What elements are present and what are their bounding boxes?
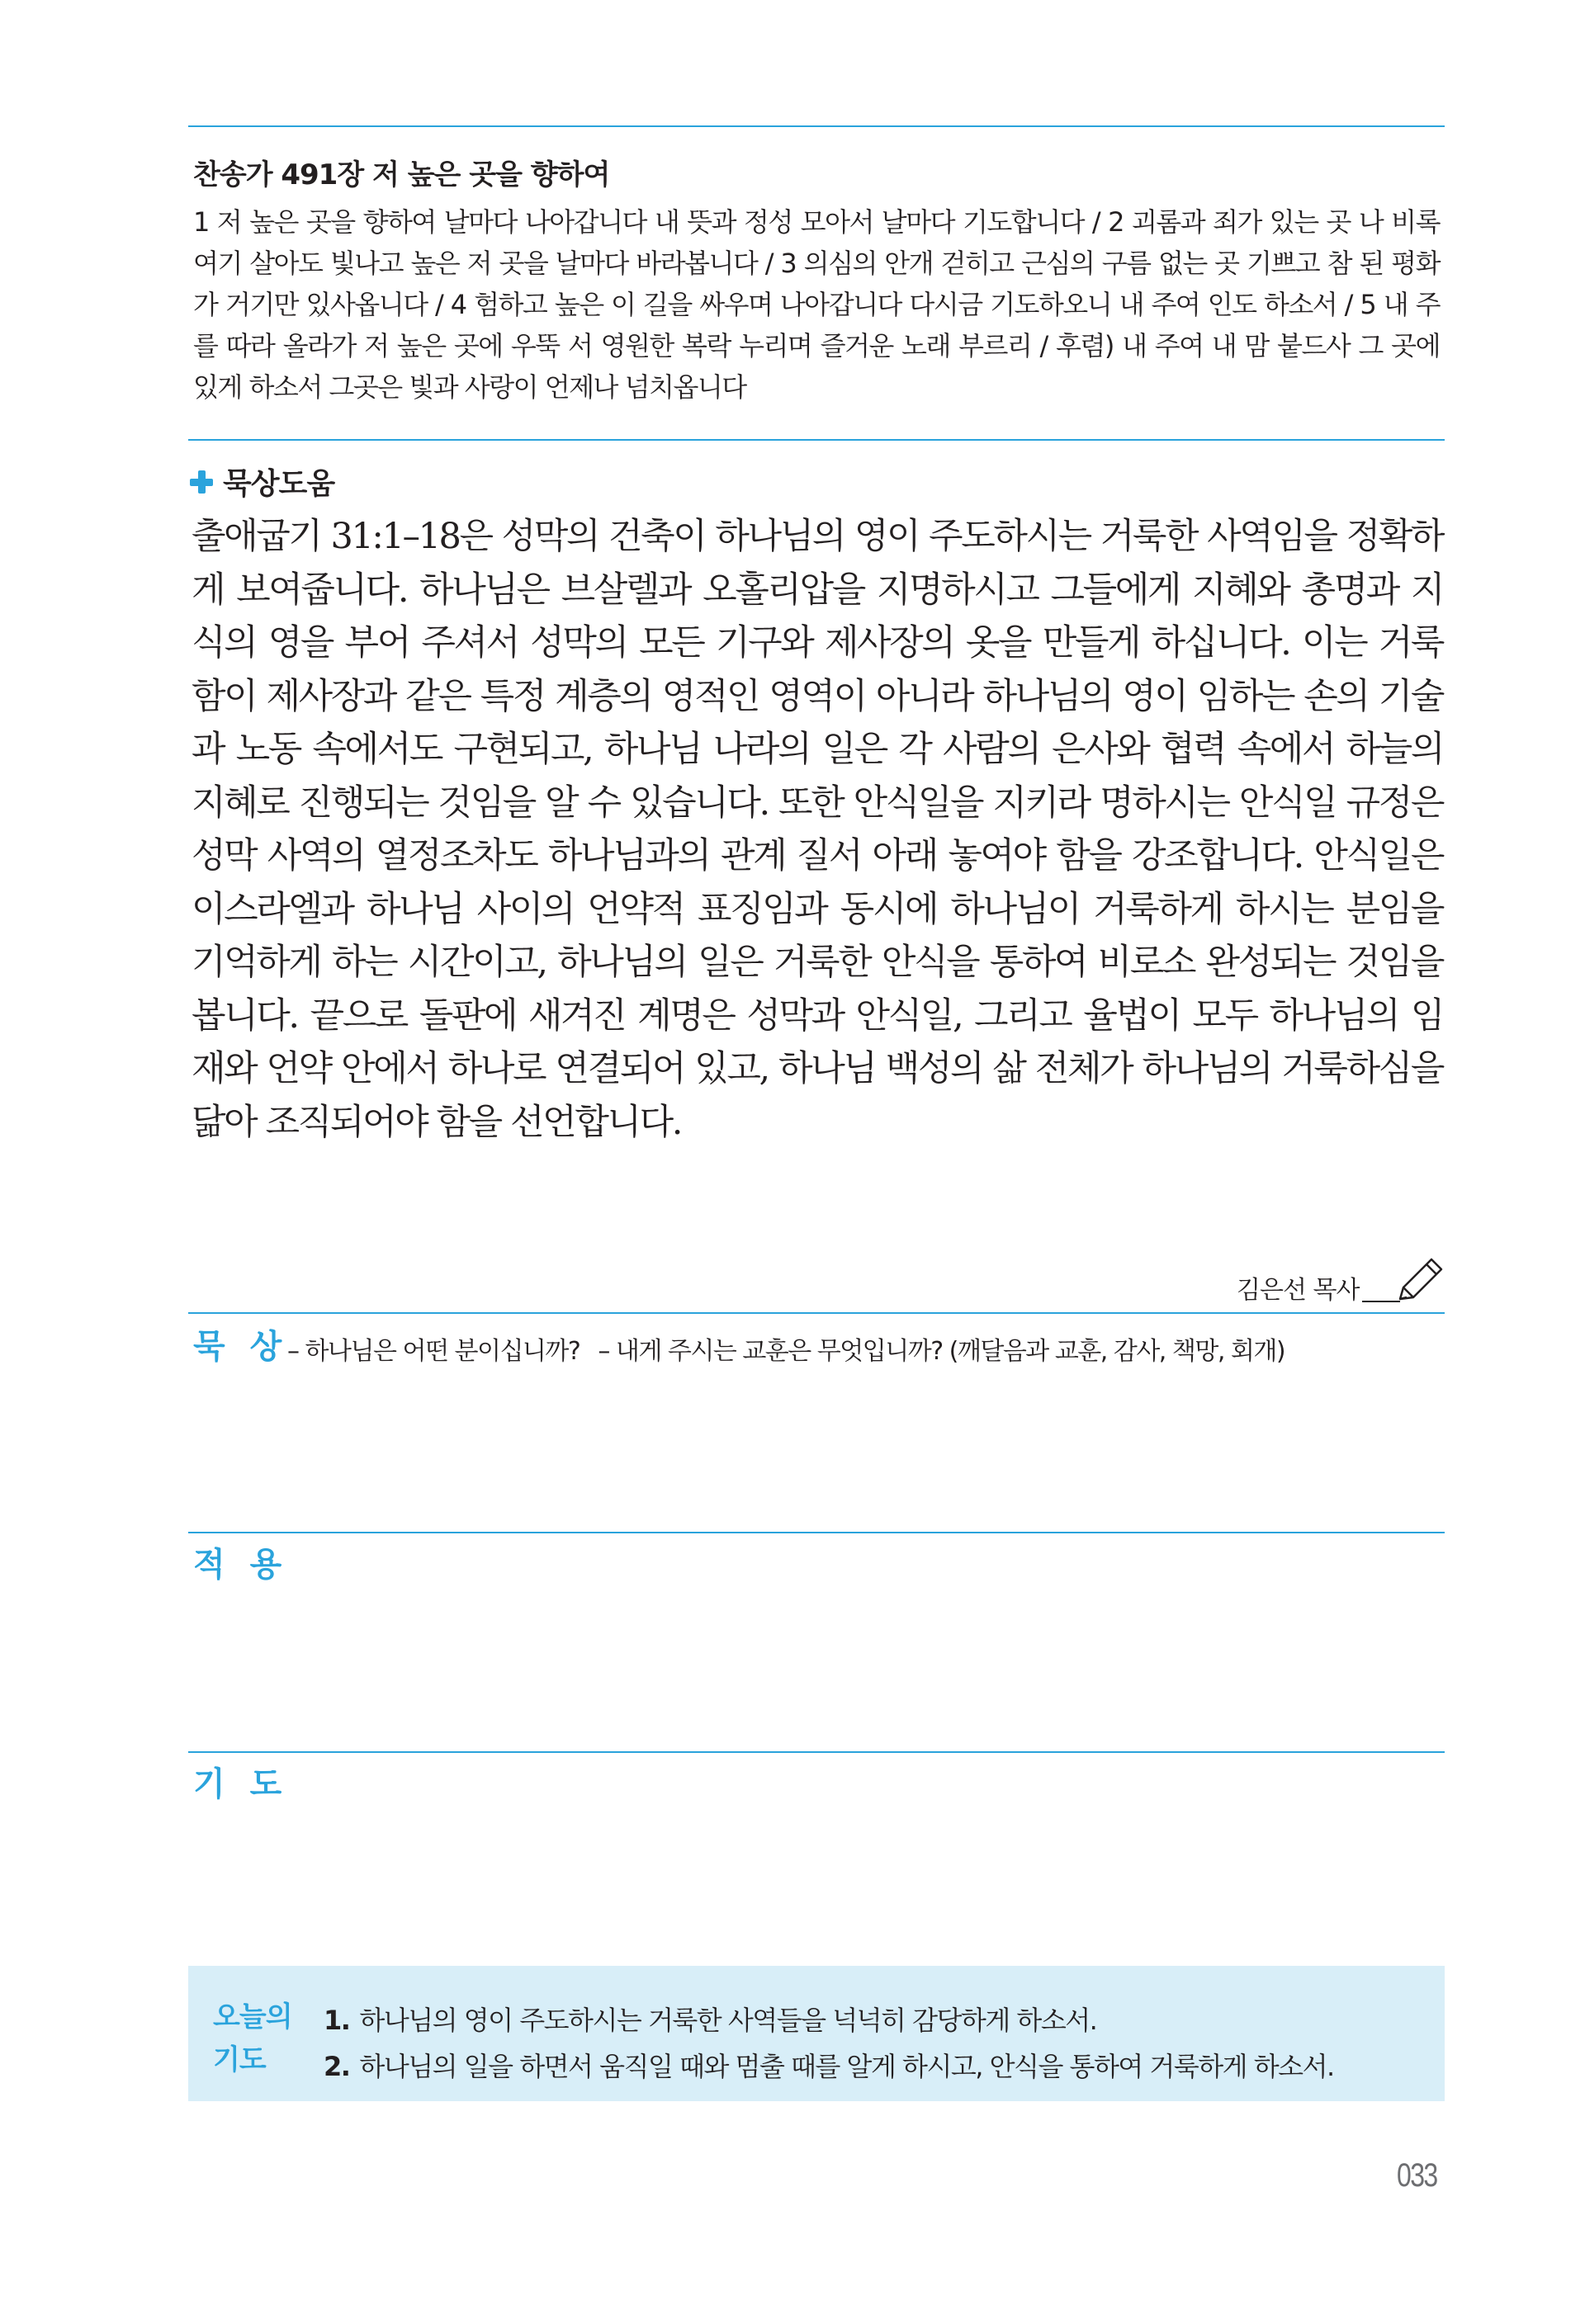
meditation-label: 묵 상 [193, 1328, 289, 1366]
prayer-item-text: 하나님의 영이 주도하시는 거룩한 사역들을 넉넉히 감당하게 하소서. [359, 2005, 1097, 2036]
prayer-item-number: 2. [324, 2051, 350, 2082]
hymn-divider [188, 439, 1445, 441]
prayer-label: 기 도 [193, 1765, 289, 1803]
devotion-body: 출애굽기 31:1–18은 성막의 건축이 하나님의 영이 주도하시는 거룩한 사역임을 정확하게 보여줍니다. 하나님은 브살렐과 오홀리압을 지명하시고 그들에게 지혜와 총명과 지식의 영을 부어 주셔서 성막의 모든 기구와 제사장의 옷을 만들게 하십니다. 이는 거룩함이 제사장과 같은 특정 계층의 영적인 영역이 아니라 하나님의 영이 임하는 손의 기술과 노동 속에서도 구현되고, 하나님 나라의 일은 각 사람의 은사와 협력 속에서 하늘의 지혜로 진행되는 것임을 알 수 있습니다. 또한 안식일을 지키라 명하시는 안식일 규정은 성막 사역의 열정조차도 하나님과의 관계 질서 아래 놓여야 함을 강조합니다. 안식일은 이스라엘과 하나님 사이의 언약적 표징임과 동시에 하나님이 거룩하게 하시는 분임을 기억하게 하는 시간이고, 하나님의 일은 거룩한 안식을 통하여 비로소 완성되는 것임을 봅니다. 끝으로 돌판에 새겨진 계명은 성막과 안식일, 그리고 율법이 모두 하나님의 임재와 언약 안에서 하나로 연결되어 있고, 하나님 백성의 삶 전체가 하나님의 거룩하심을 닮아 조직되어야 함을 선언합니다. [192, 516, 1443, 1143]
meditation-question-1: – 하나님은 어떤 분이십니까? [287, 1337, 580, 1366]
application-label: 적 용 [193, 1546, 289, 1584]
todays-prayer-label [213, 1996, 292, 2081]
prayer-item [324, 1997, 1334, 2043]
devotion-heading-label: 묵상도움 [223, 467, 335, 501]
author-signature [1237, 1254, 1446, 1306]
hymn-lyrics: 1 저 높은 곳을 향하여 날마다 나아갑니다 내 뜻과 정성 모아서 날마다 기도합니다 / 2 괴롬과 죄가 있는 곳 나 비록 여기 살아도 빛나고 높은 저 곳을 날마다 바라봅니다 / 3 의심의 안개 걷히고 근심의 구름 없는 곳 기쁘고 참 된 평화가 거기만 있사옵니다 / 4 험하고 높은 이 길을 싸우며 나아갑니다 다시금 기도하오니 내 주여 인도 하소서 / 5 내 주를 따라 올라가 저 높은 곳에 우뚝 서 영원한 복락 누리며 즐거운 노래 부르리 / 후렴) 내 주여 내 맘 붙드사 그 곳에 있게 하소서 그곳은 빛과 사랑이 언제나 넘치옵니다 [193, 206, 1440, 403]
prayer-item [324, 2043, 1334, 2090]
todays-prayer-box [188, 1966, 1445, 2101]
todays-prayer-label-line2: 기도 [213, 2043, 266, 2076]
meditation-question-2: – 내게 주시는 교훈은 무엇입니까? (깨달음과 교훈, 감사, 책망, 회개) [598, 1337, 1285, 1366]
top-divider [188, 125, 1445, 127]
prayer-item-text: 하나님의 일을 하면서 움직일 때와 멈출 때를 알게 하시고, 안식을 통하여 거룩하게 하소서. [359, 2051, 1334, 2082]
page-number: 033 [1397, 2157, 1437, 2194]
todays-prayer-items [324, 1997, 1334, 2090]
prayer-item-number: 1. [324, 2005, 350, 2036]
devotion-heading [190, 461, 334, 503]
hymn-title: 찬송가 491장 저 높은 곳을 향하여 [193, 158, 610, 191]
prayer-divider [188, 1751, 1445, 1753]
application-divider [188, 1532, 1445, 1533]
meditation-questions [287, 1330, 1285, 1367]
pencil-icon [1395, 1254, 1446, 1306]
todays-prayer-label-line1: 오늘의 [213, 2000, 292, 2034]
author-name: 김은선 목사 [1237, 1276, 1360, 1305]
plus-icon [190, 470, 213, 494]
meditation-divider [188, 1312, 1445, 1314]
